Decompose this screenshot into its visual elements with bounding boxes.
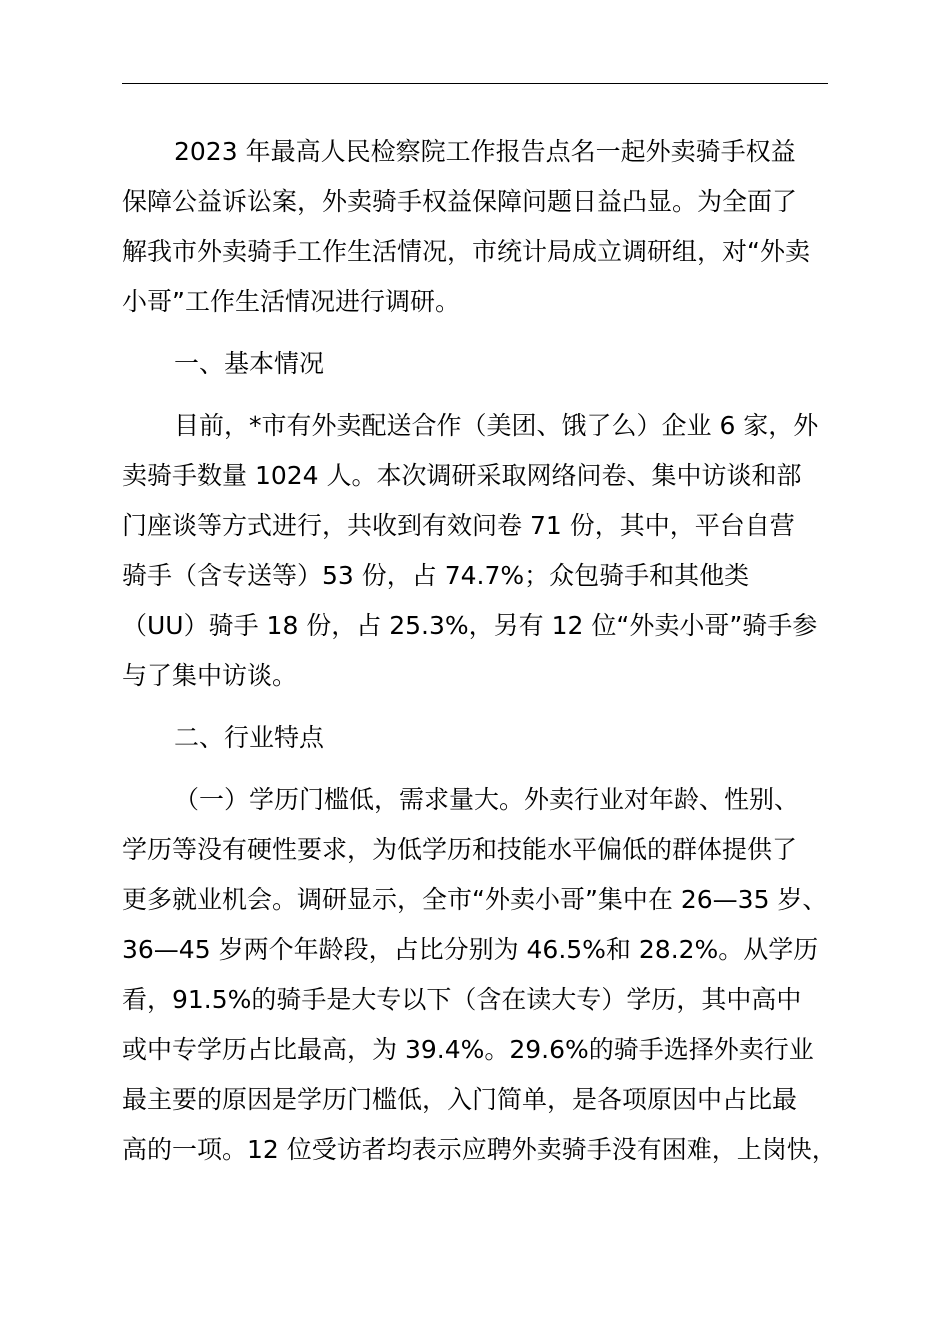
- paragraph-gap: [122, 389, 852, 401]
- text-line: 与了集中访谈。: [122, 661, 298, 690]
- text-line: 小哥”工作生活情况进行调研。: [122, 287, 460, 316]
- text-line: 卖骑手数量 1024 人。本次调研采取网络问卷、集中访谈和部: [122, 461, 802, 490]
- paragraph-gap: [122, 327, 852, 339]
- section-heading: 一、基本情况: [174, 349, 325, 378]
- text-line: 骑手（含专送等）53 份，占 74.7%；众包骑手和其他类: [122, 561, 750, 590]
- text-line: 目前，*市有外卖配送合作（美团、饿了么）企业 6 家，外: [174, 411, 819, 440]
- text-line: 看，91.5%的骑手是大专以下（含在读大专）学历，其中高中: [122, 985, 802, 1014]
- text-line: 更多就业机会。调研显示，全市“外卖小哥”集中在 26—35 岁、: [122, 885, 828, 914]
- header-rule: [122, 83, 828, 84]
- text-line: （一）学历门槛低，需求量大。外卖行业对年龄、性别、: [174, 785, 800, 814]
- text-line: 高的一项。12 位受访者均表示应聘外卖骑手没有困难，上岗快，: [122, 1135, 837, 1164]
- text-line: 或中专学历占比最高，为 39.4%。29.6%的骑手选择外卖行业: [122, 1035, 814, 1064]
- text-line: 36—45 岁两个年龄段，占比分别为 46.5%和 28.2%。从学历: [122, 935, 819, 964]
- text-line: （UU）骑手 18 份，占 25.3%，另有 12 位“外卖小哥”骑手参: [122, 611, 818, 640]
- text-line: 解我市外卖骑手工作生活情况，市统计局成立调研组，对“外卖: [122, 237, 810, 266]
- paragraph-intro: [122, 127, 852, 327]
- paragraph-gap: [122, 763, 852, 775]
- document-body: [122, 127, 852, 1175]
- section-heading-basic: [122, 339, 852, 389]
- text-line: 2023 年最高人民检察院工作报告点名一起外卖骑手权益: [174, 137, 796, 166]
- section-heading: 二、行业特点: [174, 723, 325, 752]
- paragraph-feature-1: [122, 775, 852, 1175]
- paragraph-gap: [122, 701, 852, 713]
- paragraph-basic: [122, 401, 852, 701]
- text-line: 保障公益诉讼案，外卖骑手权益保障问题日益凸显。为全面了: [122, 187, 798, 216]
- text-line: 学历等没有硬性要求，为低学历和技能水平偏低的群体提供了: [122, 835, 798, 864]
- text-line: 门座谈等方式进行，共收到有效问卷 71 份，其中，平台自营: [122, 511, 795, 540]
- text-line: 最主要的原因是学历门槛低，入门简单，是各项原因中占比最: [122, 1085, 798, 1114]
- section-heading-features: [122, 713, 852, 763]
